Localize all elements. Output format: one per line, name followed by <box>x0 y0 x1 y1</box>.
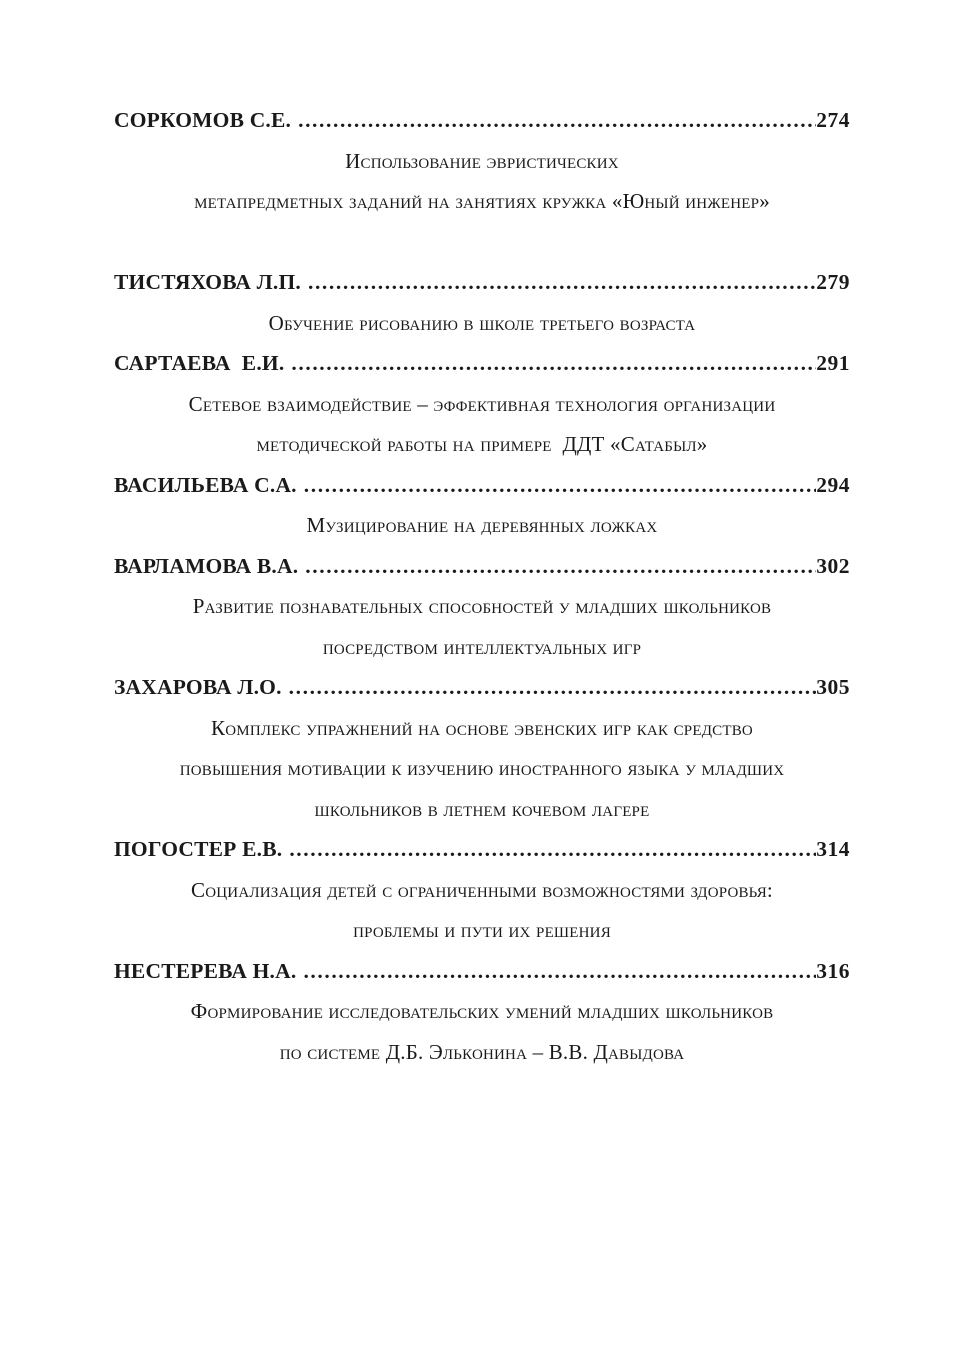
toc-entry-title-line: школьников в летнем кочевом лагере <box>314 796 650 821</box>
author-name: ЗАХАРОВА Л.О. <box>114 675 282 699</box>
toc-entry-title-line: проблемы и пути их решения <box>353 918 611 942</box>
dot-leader <box>289 667 817 708</box>
author-name: СОРКОМОВ С.Е. <box>114 108 292 132</box>
dot-leader <box>289 829 816 870</box>
page-number: 305 <box>816 675 850 699</box>
page-number: 274 <box>816 108 850 132</box>
page-number: 314 <box>816 837 850 861</box>
toc-entry-title-line: Музицирование на деревянных ложках <box>306 513 658 537</box>
toc-entry-author-row <box>114 100 850 141</box>
author-name: ТИСТЯХОВА Л.П. <box>114 270 301 294</box>
toc-entry-author-row <box>114 343 850 384</box>
toc-entry-title-line: Комплекс упражнений на основе эвенских игр как средство <box>211 715 753 740</box>
dot-leader <box>308 262 816 303</box>
toc-entry-author-row <box>114 546 850 587</box>
page-number: 279 <box>816 270 850 294</box>
blank-line <box>114 222 850 263</box>
dot-leader <box>291 343 816 384</box>
page-number: 316 <box>816 958 850 983</box>
author-name: ВАРЛАМОВА В.А. <box>114 553 299 578</box>
author-name: САРТАЕВА Е.И. <box>114 351 285 375</box>
toc-entry-author-row <box>114 262 850 303</box>
author-name: ВАСИЛЬЕВА С.А. <box>114 472 297 497</box>
toc-entry-title-line: Формирование исследовательских умений младших школьников <box>190 999 774 1023</box>
page-number: 302 <box>816 553 850 578</box>
toc-entry-author-row <box>114 465 850 506</box>
toc-entry-author-row <box>114 667 850 708</box>
dot-leader <box>298 100 816 141</box>
page-number: 294 <box>816 472 850 497</box>
toc-entry-title-line: Обучение рисованию в школе третьего возраста <box>268 310 696 335</box>
toc-entry-title-line: Сетевое взаимодействие – эффективная технология организации <box>188 391 776 416</box>
page-number: 291 <box>816 351 850 375</box>
author-name: ПОГОСТЕР Е.В. <box>114 837 283 861</box>
toc-entry-title-line: Использование эвристических <box>345 148 619 173</box>
author-name: НЕСТЕРЕВА Н.А. <box>114 958 297 983</box>
toc-entry-title-line: Социализация детей с ограниченными возможностями здоровья: <box>191 877 773 902</box>
toc-entry-title-line: метапредметных заданий на занятиях кружка «Юный инженер» <box>194 189 770 213</box>
toc-entry-title-line: по системе Д.Б. Эльконина – В.В. Давыдова <box>279 1039 685 1064</box>
toc-entry-author-row <box>114 951 850 992</box>
toc-entry-title-line: методической работы на примере ДДТ «Сатабыл» <box>256 432 708 456</box>
dot-leader <box>304 465 816 506</box>
dot-leader <box>305 546 816 587</box>
toc-entry-author-row <box>114 829 850 870</box>
toc-list <box>114 100 850 1072</box>
toc-entry-title-line: повышения мотивации к изучению иностранного языка у младших <box>179 756 785 780</box>
dot-leader <box>303 951 816 992</box>
toc-entry-title-line: посредством интеллектуальных игр <box>322 634 642 659</box>
toc-entry-title-line: Развитие познавательных способностей у младших школьников <box>192 594 772 618</box>
